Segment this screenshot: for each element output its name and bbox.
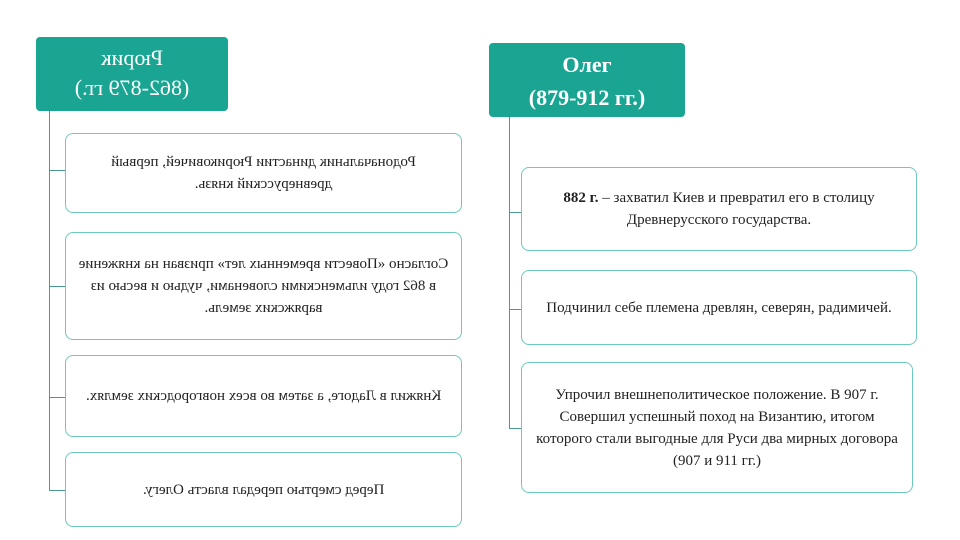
- rurik-connector-1: [49, 170, 66, 171]
- rurik-fact-1: [65, 133, 462, 213]
- oleg-fact-1-year: 882 г.: [563, 190, 599, 206]
- oleg-fact-3: [521, 362, 913, 493]
- rurik-fact-2: [65, 232, 462, 340]
- rurik-fact-4: [65, 452, 462, 527]
- oleg-fact-1: [521, 167, 917, 251]
- oleg-fact-3-text: Упрочил внешнеполитическое положение. В 907 г. Совершил успешный поход на Византию, итогом которого стали выгодные для Руси два мирных договора (907 и 911 гг.): [536, 386, 898, 469]
- oleg-fact-2-text: Подчинил себе племена древлян, северян, радимичей.: [546, 299, 892, 316]
- rurik-header-mirrored: [36, 43, 228, 103]
- rurik-name: Рюрик: [100, 45, 164, 70]
- oleg-years: (879-912 гг.): [528, 85, 646, 110]
- rurik-connector-3: [49, 397, 66, 398]
- oleg-connector-vertical: [509, 117, 510, 429]
- rurik-header: [36, 37, 228, 111]
- rurik-fact-3: [65, 355, 462, 437]
- rurik-fact-2-text: Согласно «Повести временных лет» призван на княжение в 862 году ильменскими словенами, чудью и весью из варяжских земель.: [78, 256, 449, 316]
- rurik-fact-1-text: Родоначальник династии Рюриковичей, первый древнерусский князь.: [111, 154, 416, 192]
- rurik-connector-vertical: [49, 111, 50, 491]
- oleg-fact-2: [521, 270, 917, 345]
- rurik-years: (862-879 гг.): [74, 75, 190, 100]
- oleg-header: [489, 43, 685, 117]
- oleg-fact-1-text: [532, 187, 906, 231]
- oleg-name: Олег: [562, 52, 612, 77]
- rurik-fact-3-text: Княжил в Ладоге, а затем во всех новгородских землях.: [85, 388, 442, 404]
- rurik-connector-4: [49, 490, 66, 491]
- oleg-fact-1-desc: – захватил Киев и превратил его в столицу Древнерусского государства.: [598, 190, 875, 228]
- rurik-fact-4-text: Перед смертью передал власть Олегу.: [142, 481, 385, 498]
- rurik-connector-2: [49, 286, 66, 287]
